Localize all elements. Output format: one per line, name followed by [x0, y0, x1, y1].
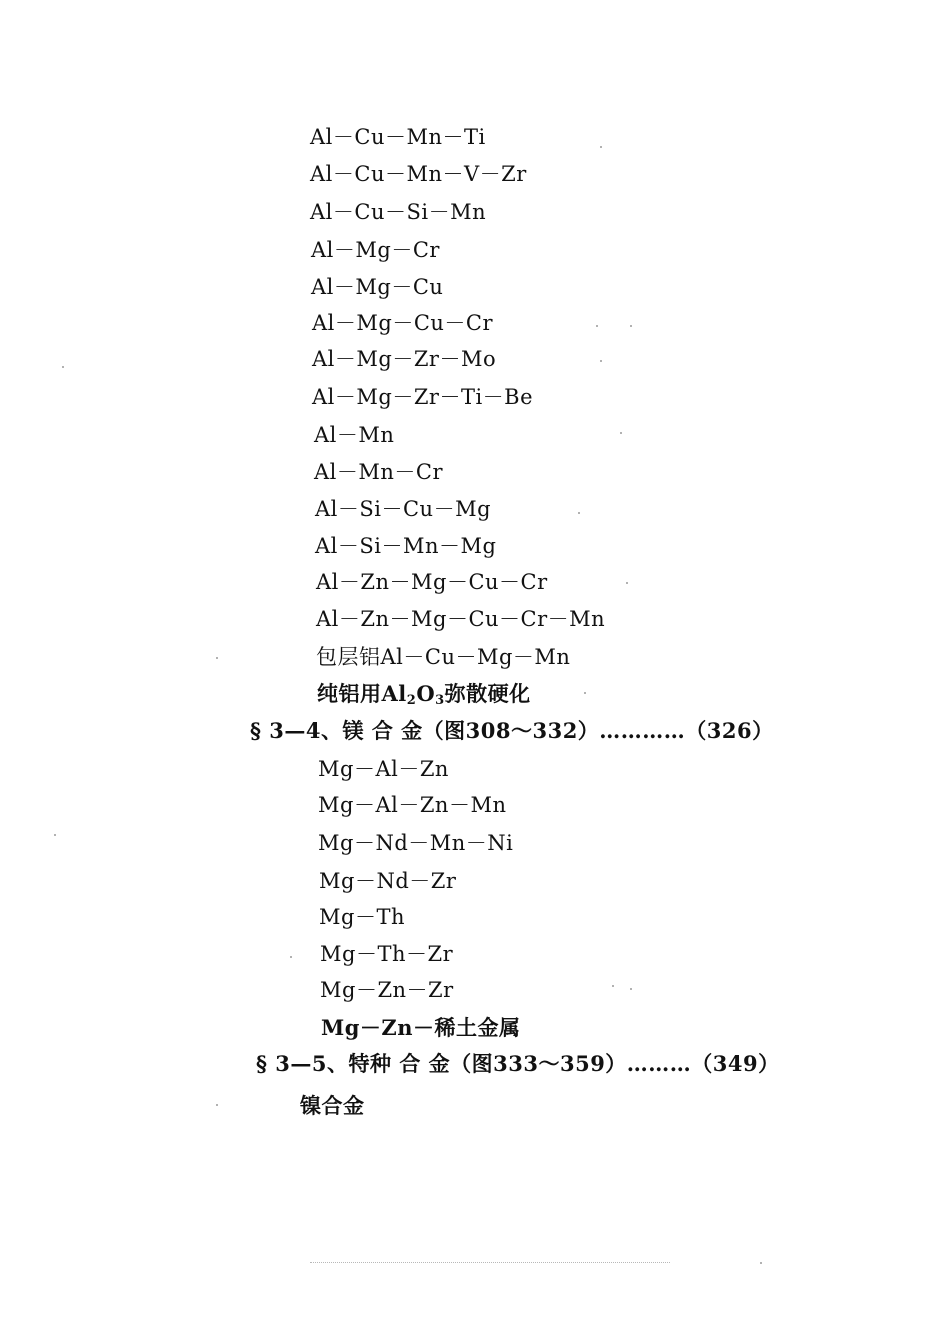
toc-entry-al-zn-mg-cu-cr: Al－Zn－Mg－Cu－Cr	[316, 570, 548, 594]
scan-speck	[216, 657, 218, 659]
toc-entry-al-mg-cr: Al－Mg－Cr	[311, 238, 440, 262]
toc-entry-al-mn-cr: Al－Mn－Cr	[314, 460, 444, 484]
toc-entry-mg-th-zr: Mg－Th－Zr	[320, 942, 454, 966]
dispersion-prefix: 纯铝用Al	[317, 681, 407, 706]
toc-entry-al-mn: Al－Mn	[314, 423, 395, 447]
toc-entry-clad-aluminium: 包层铝Al－Cu－Mg－Mn	[316, 645, 571, 669]
toc-entry-al-mg-zr-ti-be: Al－Mg－Zr－Ti－Be	[312, 385, 534, 409]
dispersion-suffix: 弥散硬化	[444, 681, 531, 706]
toc-entry-mg-al-zn: Mg－Al－Zn	[318, 757, 449, 781]
scan-speck	[600, 146, 602, 148]
scan-speck	[596, 325, 598, 327]
toc-entry-mg-zn-rare-earth: Mg－Zn－稀土金属	[321, 1015, 521, 1040]
toc-entry-al-mg-zr-mo: Al－Mg－Zr－Mo	[312, 347, 497, 371]
dispersion-oxygen: O	[416, 681, 436, 706]
scan-speck	[630, 325, 632, 327]
toc-entry-al-mg-cu-cr: Al－Mg－Cu－Cr	[312, 311, 494, 335]
scan-speck	[584, 692, 586, 694]
section-heading-3-5: § 3—5、特种 合 金（图333～359）………（349）	[256, 1051, 780, 1076]
dispersion-subscript-2: 2	[406, 693, 417, 708]
toc-entry-al-cu-mn-v-zr: Al－Cu－Mn－V－Zr	[310, 162, 527, 186]
scan-speck	[290, 956, 292, 958]
section-heading-3-4: § 3—4、镁 合 金（图308～332）…………（326）	[250, 718, 774, 743]
scan-speck	[760, 1262, 762, 1264]
scan-speck	[630, 988, 632, 990]
toc-entry-dispersion-hardening	[317, 681, 531, 714]
scan-speck	[620, 432, 622, 434]
toc-entry-mg-th: Mg－Th	[319, 905, 405, 929]
toc-entry-mg-al-zn-mn: Mg－Al－Zn－Mn	[318, 793, 507, 817]
toc-entry-mg-nd-mn-ni: Mg－Nd－Mn－Ni	[318, 831, 514, 855]
scan-speck	[612, 985, 614, 987]
scan-speck	[626, 582, 628, 584]
toc-entry-al-mg-cu: Al－Mg－Cu	[311, 275, 444, 299]
toc-entry-al-si-cu-mg: Al－Si－Cu－Mg	[315, 497, 492, 521]
scan-speck	[54, 834, 56, 836]
scan-noise-footer	[310, 1262, 670, 1263]
scan-speck	[600, 360, 602, 362]
toc-entry-al-si-mn-mg: Al－Si－Mn－Mg	[315, 534, 497, 558]
dispersion-subscript-3: 3	[435, 693, 445, 708]
toc-entry-al-cu-mn-ti: Al－Cu－Mn－Ti	[310, 125, 486, 149]
scan-speck	[578, 512, 580, 514]
scan-speck	[216, 1104, 218, 1106]
scan-speck	[62, 366, 64, 368]
toc-entry-al-cu-si-mn: Al－Cu－Si－Mn	[310, 200, 487, 224]
toc-entry-mg-nd-zr: Mg－Nd－Zr	[319, 869, 457, 893]
toc-entry-nickel-alloy: 镍合金	[300, 1093, 365, 1118]
toc-entry-al-zn-mg-cu-cr-mn: Al－Zn－Mg－Cu－Cr－Mn	[316, 607, 606, 631]
toc-entry-mg-zn-zr: Mg－Zn－Zr	[320, 978, 454, 1002]
